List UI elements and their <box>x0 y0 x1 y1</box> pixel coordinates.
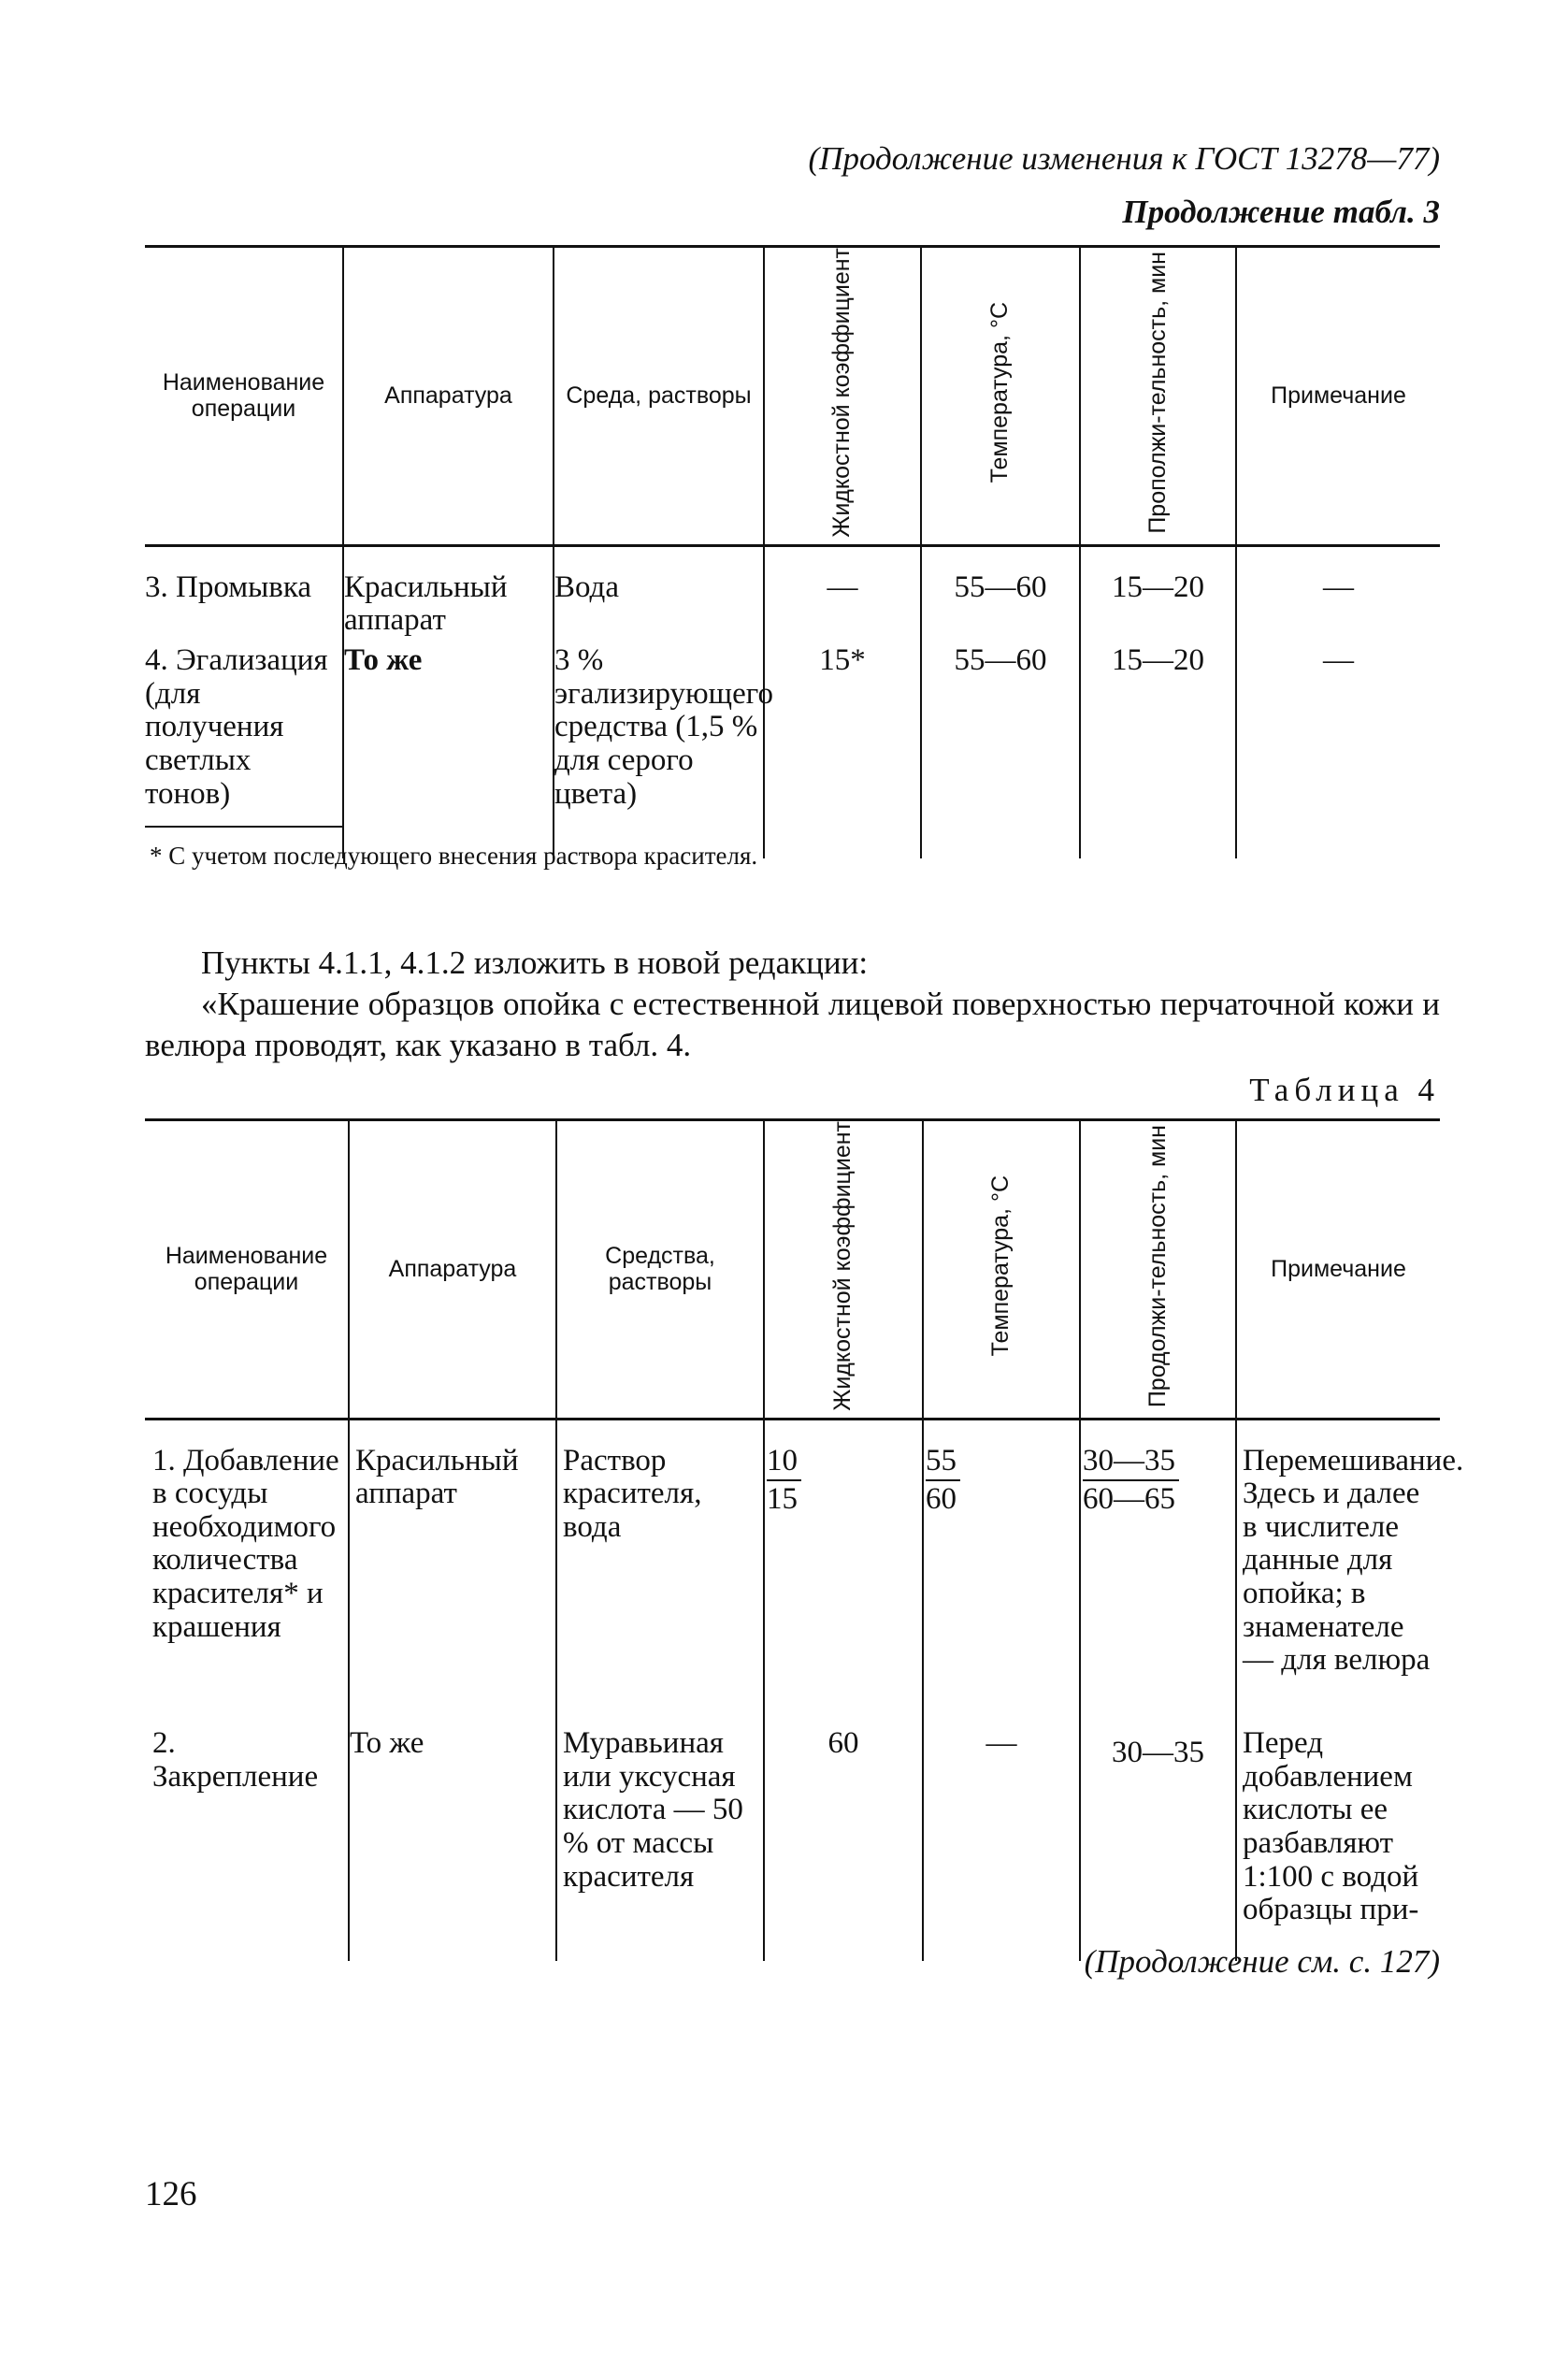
cell-temperature: 55—60 <box>921 545 1080 639</box>
header-coefficient: Жидкостной коэффициент <box>764 247 921 546</box>
table-3 <box>145 245 1440 858</box>
table-4 <box>145 1118 1464 1961</box>
cell-apparatus: Красильный аппарат <box>343 545 554 639</box>
coefficient-fraction: $\frac{10}{15}$ <box>765 1445 801 1517</box>
cell-operation: 1. Добавление в сосуды необходимого количества красителя* и крашения <box>152 1443 339 1644</box>
table-4-caption: Таблица 4 <box>1249 1072 1440 1108</box>
header-duration: Прополжи-тельность, мин <box>1080 247 1236 546</box>
header-note: Примечание <box>1236 247 1440 546</box>
cell-apparatus: Красильный аппарат <box>349 1419 556 1727</box>
header-apparatus: Аппаратура <box>349 1120 556 1420</box>
header-operation: Наименование операции <box>145 1120 349 1420</box>
cell-duration: 30—35 <box>1080 1727 1236 1961</box>
continuation-footer: (Продолжение см. с. 127) <box>1084 1943 1440 1980</box>
header-operation: Наименование операции <box>145 247 343 546</box>
cell-note: Перемешивание. Здесь и далее в числителе данные для опойка; в знаменателе — для велюра <box>1236 1419 1440 1727</box>
header-note: Примечание <box>1236 1120 1440 1420</box>
table-row <box>145 1727 1440 1961</box>
cell-coefficient: 60 <box>764 1727 923 1961</box>
cell-temperature: 55—60 <box>921 639 1080 858</box>
table-4-header-row <box>145 1120 1440 1420</box>
table-3-header-row <box>145 247 1440 546</box>
cell-note: — <box>1236 545 1440 639</box>
header-temperature: Температура, °С <box>923 1120 1080 1420</box>
header-coefficient: Жидкостной коэффициент <box>764 1120 923 1420</box>
cell-coefficient <box>764 1419 923 1727</box>
cell-temperature <box>923 1419 1080 1727</box>
cell-apparatus: То же <box>349 1727 556 1961</box>
header-temperature: Температура, °С <box>921 247 1080 546</box>
temperature-fraction: $\frac{55}{60}$ <box>924 1445 960 1517</box>
cell-operation: 4. Эгализация (для получения светлых тонов) <box>145 643 328 811</box>
cell-medium: Вода <box>554 545 764 639</box>
footnote-divider <box>145 826 343 828</box>
header-apparatus: Аппаратура <box>343 247 554 546</box>
paragraph-line-1: Пункты 4.1.1, 4.1.2 изложить в новой редакции: <box>201 944 869 981</box>
cell-medium: Муравьиная или уксусная кислота — 50 % от массы красителя <box>556 1727 764 1961</box>
cell-duration: 15—20 <box>1080 639 1236 858</box>
table-continuation-label: Продолжение табл. 3 <box>1122 194 1440 230</box>
cell-operation: 2. Закрепление <box>152 1726 319 1794</box>
cell-apparatus: То же <box>343 639 554 858</box>
paragraph-line-2: «Крашение образцов опойка с естественной лицевой поверхностью перчаточной кожи и велюра проводят, как указано в табл. 4. <box>145 985 1440 1063</box>
cell-coefficient: — <box>764 545 921 639</box>
duration-fraction: $\frac{30—35}{60—65}$ <box>1081 1445 1179 1517</box>
cell-medium: 3 % эгализирующего средства (1,5 % для серого цвета) <box>554 639 764 858</box>
header-duration: Продолжи-тельность, мин <box>1080 1120 1236 1420</box>
page-number: 126 <box>145 2175 197 2213</box>
cell-temperature: — <box>923 1727 1080 1961</box>
table-row <box>145 1419 1440 1727</box>
continuation-note: (Продолжение изменения к ГОСТ 13278—77) <box>808 140 1440 177</box>
cell-note: Перед добавлением кислоты ее разбавляют 1:100 с водой образцы при- <box>1236 1727 1440 1961</box>
header-medium: Среда, растворы <box>554 247 764 546</box>
table-row <box>145 545 1440 639</box>
cell-coefficient: 15* <box>764 639 921 858</box>
cell-duration <box>1080 1419 1236 1727</box>
footnote: * С учетом последующего внесения раствора красителя. <box>150 842 758 870</box>
header-medium: Средства, растворы <box>556 1120 764 1420</box>
cell-note: — <box>1236 639 1440 858</box>
amendment-paragraph <box>145 943 1440 1065</box>
cell-medium: Раствор красителя, вода <box>556 1419 764 1727</box>
cell-duration: 15—20 <box>1080 545 1236 639</box>
cell-operation: 3. Промывка <box>145 569 312 604</box>
